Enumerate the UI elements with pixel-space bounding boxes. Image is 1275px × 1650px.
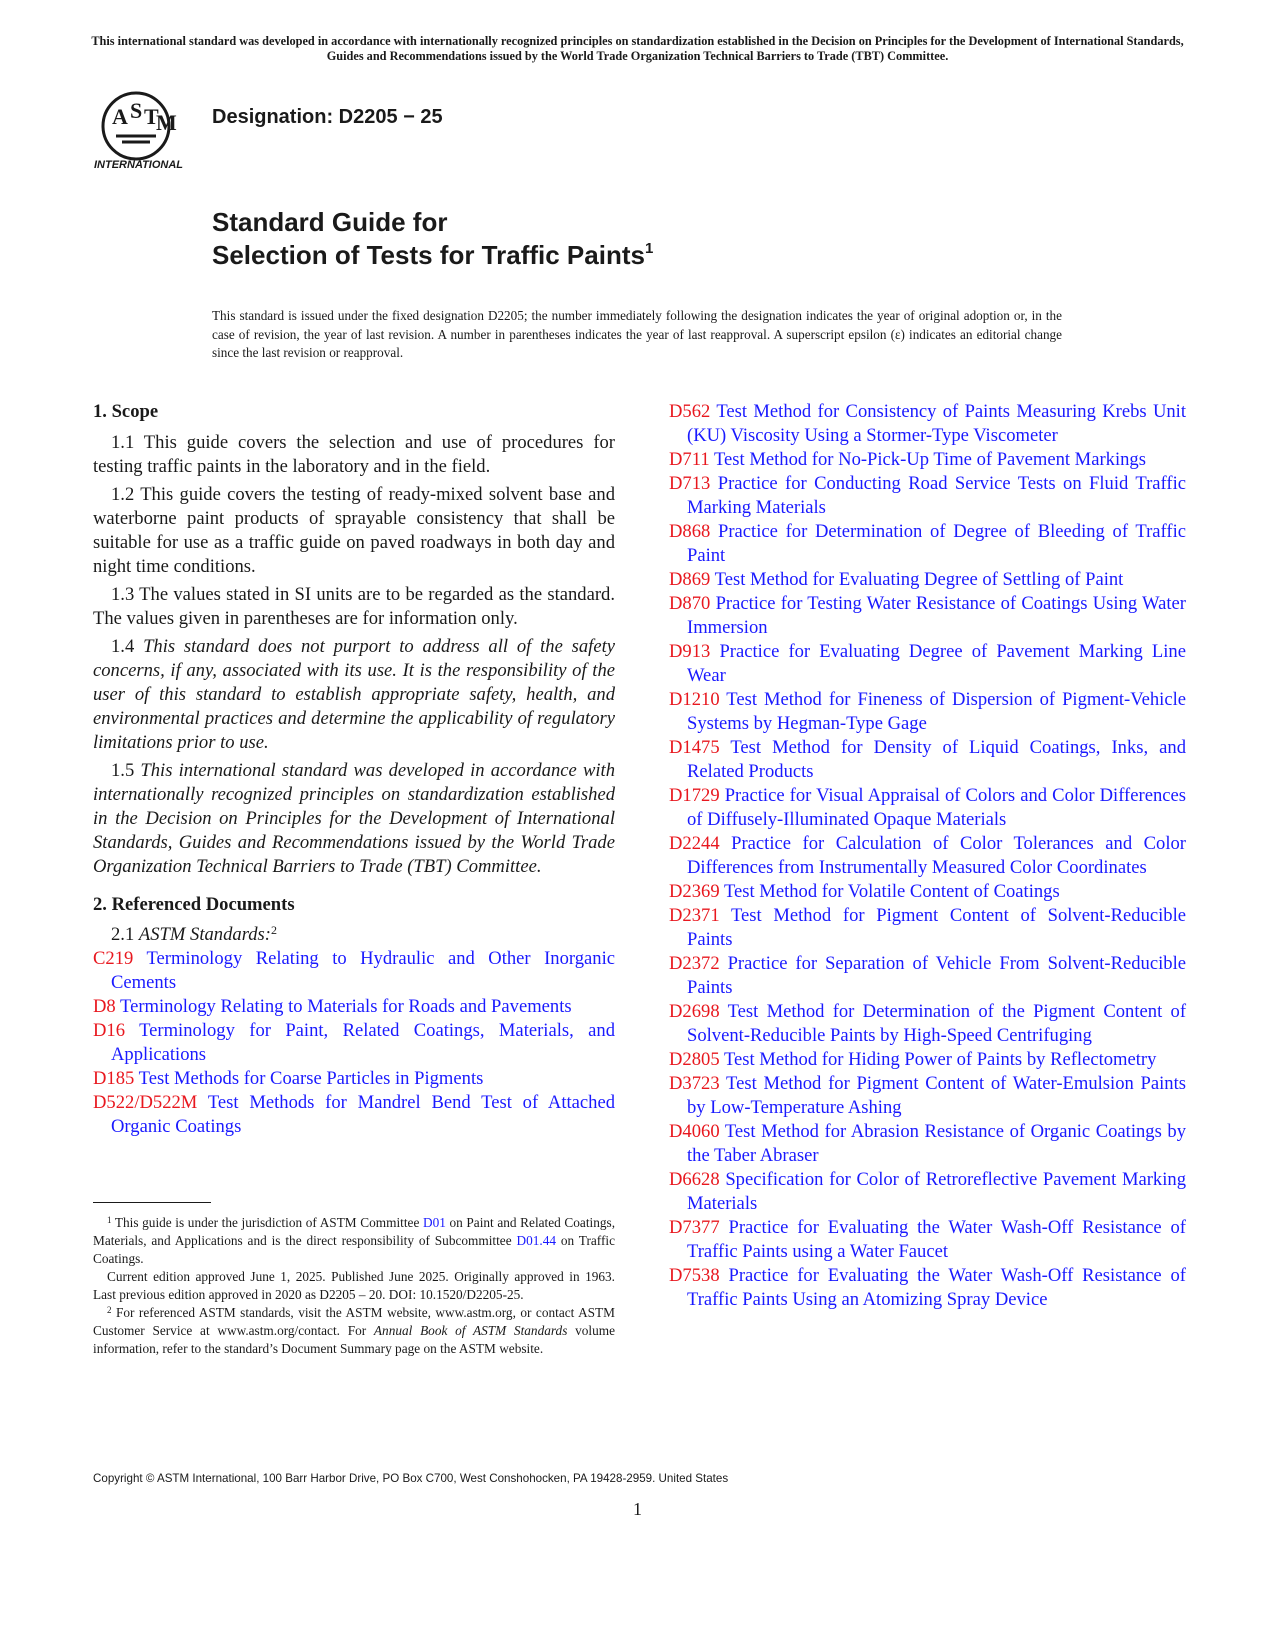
reference-item-d913[interactable] <box>669 640 1186 688</box>
reference-item-d1210[interactable] <box>669 688 1186 736</box>
reference-title[interactable]: Practice for Determination of Degree of Bleeding of Traffic Paint <box>687 521 1186 566</box>
title-footnote-mark: 1 <box>644 240 654 257</box>
reference-title[interactable]: Test Method for Volatile Content of Coatings <box>723 881 1060 902</box>
reference-title[interactable]: Test Method for Pigment Content of Water-Emulsion Paints by Low-Temperature Ashing <box>687 1073 1186 1118</box>
scope-heading: 1. Scope <box>93 401 159 422</box>
reference-code[interactable]: D7538 <box>669 1265 720 1286</box>
reference-title[interactable]: Test Method for Density of Liquid Coatings, Inks, and Related Products <box>687 737 1186 782</box>
reference-code[interactable]: D1729 <box>669 785 720 806</box>
left-reference-list <box>93 947 615 1139</box>
reference-item-d870[interactable] <box>669 592 1186 640</box>
reference-code[interactable]: D2369 <box>669 881 720 902</box>
reference-title[interactable]: Test Method for Evaluating Degree of Settling of Paint <box>714 569 1124 590</box>
reference-code[interactable]: D913 <box>669 641 711 662</box>
reference-title[interactable]: Test Method for No-Pick-Up Time of Pavement Markings <box>713 449 1146 470</box>
reference-item-d868[interactable] <box>669 520 1186 568</box>
footnote-divider <box>93 1202 211 1203</box>
reference-code[interactable]: D713 <box>669 473 711 494</box>
reference-code[interactable]: D6628 <box>669 1169 720 1190</box>
reference-item-d2244[interactable] <box>669 832 1186 880</box>
reference-code[interactable]: D3723 <box>669 1073 720 1094</box>
page-number: 1 <box>633 1499 642 1519</box>
footnote-1-text-b: on Paint and Related Coatings, Materials, and Applications and is the direct responsibility of Subcommittee <box>93 1215 616 1248</box>
footnote-2 <box>93 1304 615 1358</box>
para-number: 1.4 <box>111 636 135 657</box>
reference-code[interactable]: D2371 <box>669 905 720 926</box>
reference-title[interactable]: Terminology Relating to Materials for Roads and Pavements <box>120 996 572 1017</box>
reference-code[interactable]: D1475 <box>669 737 720 758</box>
reference-title[interactable]: Specification for Color of Retroreflective Pavement Marking Materials <box>687 1169 1186 1214</box>
reference-item-c219[interactable] <box>93 947 615 995</box>
scope-para-1-5 <box>93 759 615 879</box>
reference-title[interactable]: Practice for Evaluating the Water Wash-Off Resistance of Traffic Paints using a Water Faucet <box>687 1217 1186 1262</box>
reference-item-d1475[interactable] <box>669 736 1186 784</box>
copyright: Copyright © ASTM International, 100 Barr Harbor Drive, PO Box C700, West Conshohocken, PA 19428-2959. United States <box>93 1472 729 1485</box>
reference-title[interactable]: Practice for Evaluating Degree of Pavement Marking Line Wear <box>687 641 1186 686</box>
reference-code[interactable]: D2698 <box>669 1001 720 1022</box>
reference-item-d1729[interactable] <box>669 784 1186 832</box>
designation: Designation: D2205 − 25 <box>212 106 443 128</box>
reference-title[interactable]: Test Methods for Mandrel Bend Test of Attached Organic Coatings <box>111 1092 616 1137</box>
reference-item-d2371[interactable] <box>669 904 1186 952</box>
reference-code[interactable]: D2244 <box>669 833 720 854</box>
footnote-1-mark: 1 <box>107 1215 112 1225</box>
reference-code[interactable]: D185 <box>93 1068 135 1089</box>
reference-code[interactable]: D562 <box>669 401 711 422</box>
scope-para-1-4 <box>93 635 615 755</box>
reference-title[interactable]: Practice for Separation of Vehicle From Solvent-Reducible Paints <box>687 953 1186 998</box>
reference-code[interactable]: D2805 <box>669 1049 720 1070</box>
footnote-1-text-c: on Traffic Coatings. <box>93 1233 616 1266</box>
subheading-label: ASTM Standards: <box>138 924 271 945</box>
issued-note: This standard is issued under the fixed designation D2205; the number immediately following the designation indicates the year of original adoption or, in the case of revision, the year of last revision. A number in parentheses indicates the year of last reapproval. A superscript epsilon (ε) indicates an editorial change since the last revision or reapproval. <box>212 308 1062 360</box>
reference-title[interactable]: Terminology for Paint, Related Coatings, Materials, and Applications <box>111 1020 616 1065</box>
reference-title[interactable]: Practice for Conducting Road Service Tests on Fluid Traffic Marking Materials <box>687 473 1186 518</box>
referenced-documents-heading: 2. Referenced Documents <box>93 894 295 915</box>
reference-item-d7538[interactable] <box>669 1264 1186 1312</box>
reference-code[interactable]: C219 <box>93 948 134 969</box>
reference-item-d6628[interactable] <box>669 1168 1186 1216</box>
footnote-1-text-a: This guide is under the jurisdiction of ASTM Committee <box>114 1215 420 1230</box>
astm-logo <box>92 88 192 174</box>
reference-code[interactable]: D870 <box>669 593 711 614</box>
subheading-footnote-mark: 2 <box>270 923 277 937</box>
safety-statement: This standard does not purport to address all of the safety concerns, if any, associated with its use. It is the responsibility of the user of this standard to establish appropriate safety, health, and environmental practices and determine the applicability of regulatory limitations prior to use. <box>93 636 615 753</box>
reference-item-d522-d522m[interactable] <box>93 1091 615 1139</box>
reference-item-d2805[interactable] <box>669 1048 1186 1072</box>
reference-item-d7377[interactable] <box>669 1216 1186 1264</box>
reference-title[interactable]: Terminology Relating to Hydraulic and Other Inorganic Cements <box>111 948 616 993</box>
reference-item-d8[interactable] <box>93 995 615 1019</box>
subheading-number: 2.1 <box>111 924 135 945</box>
svg-text:S: S <box>130 98 143 123</box>
subcommittee-link[interactable]: D01.44 <box>516 1233 557 1248</box>
svg-text:A: A <box>112 104 128 129</box>
reference-title[interactable]: Test Method for Hiding Power of Paints by Reflectometry <box>723 1049 1157 1070</box>
reference-item-d2369[interactable] <box>669 880 1186 904</box>
reference-title[interactable]: Test Method for Determination of the Pigment Content of Solvent-Reducible Paints by High-Speed Centrifuging <box>687 1001 1187 1046</box>
footnotes <box>93 1214 615 1358</box>
document-title <box>212 206 653 272</box>
reference-item-d2698[interactable] <box>669 1000 1186 1048</box>
reference-title[interactable]: Test Method for Pigment Content of Solvent-Reducible Paints <box>687 905 1186 950</box>
annual-book-title: Annual Book of ASTM Standards <box>373 1323 568 1338</box>
reference-title[interactable]: Test Method for Consistency of Paints Measuring Krebs Unit (KU) Viscosity Using a Stormer-Type Viscometer <box>687 401 1186 446</box>
reference-title[interactable]: Practice for Calculation of Color Tolerances and Color Differences from Instrumentally Measured Color Coordinates <box>687 833 1186 878</box>
reference-code[interactable]: D16 <box>93 1020 126 1041</box>
astm-logo-mark <box>92 88 192 174</box>
wto-statement: This international standard was developed in accordance with internationally recognized principles on standardization established in the Decision on Principles for the Development of International Standards, Guides and Recommendations issued by the World Trade Organization Technical Barriers to Trade (TBT) Committee. <box>93 760 615 877</box>
footnote-2-mark: 2 <box>107 1305 112 1315</box>
reference-code[interactable]: D7377 <box>669 1217 720 1238</box>
reference-title[interactable]: Test Method for Fineness of Dispersion of Pigment-Vehicle Systems by Hegman-Type Gage <box>687 689 1186 734</box>
reference-title[interactable]: Practice for Testing Water Resistance of Coatings Using Water Immersion <box>687 593 1186 638</box>
reference-item-d16[interactable] <box>93 1019 615 1067</box>
footnote-2-text-b: volume information, refer to the standard’s Document Summary page on the ASTM website. <box>93 1323 615 1356</box>
footnote-1-edition: Current edition approved June 1, 2025. Published June 2025. Originally approved in 1963. Last previous edition approved in 2020 as D2205 – 20. DOI: 10.1520/D2205-25. <box>93 1269 615 1302</box>
svg-text:T: T <box>144 104 159 129</box>
reference-code[interactable]: D1210 <box>669 689 720 710</box>
reference-title[interactable]: Practice for Visual Appraisal of Colors and Color Differences of Diffusely-Illuminated Opaque Materials <box>687 785 1186 830</box>
reference-item-d4060[interactable] <box>669 1120 1186 1168</box>
reference-item-d3723[interactable] <box>669 1072 1186 1120</box>
right-column <box>669 400 1186 1312</box>
logo-sub-label: INTERNATIONAL <box>94 159 184 171</box>
reference-code[interactable]: D2372 <box>669 953 720 974</box>
scope-para-1-2: 1.2 This guide covers the testing of ready-mixed solvent base and waterborne paint products of sprayable consistency that shall be suitable for use as a traffic guide on paved roadways in both day and night time conditions. <box>93 484 615 577</box>
footnote-1 <box>93 1214 615 1268</box>
reference-code[interactable]: D522/D522M <box>93 1092 198 1113</box>
astm-standards-subheading <box>111 923 615 947</box>
scope-para-1-3: 1.3 The values stated in SI units are to be regarded as the standard. The values given in parentheses are for information only. <box>93 584 615 629</box>
para-number: 1.5 <box>111 760 135 781</box>
reference-code[interactable]: D711 <box>669 449 710 470</box>
committee-link[interactable]: D01 <box>422 1215 446 1230</box>
left-column <box>93 400 615 1139</box>
reference-title[interactable]: Test Method for Abrasion Resistance of Organic Coatings by the Taber Abraser <box>687 1121 1186 1166</box>
tbt-notice: This international standard was developed in accordance with internationally recognized principles on standardization established in the Decision on Principles for the Development of International Standards, Guides and Recommendations issued by the World Trade Organization Technical Barriers to Trade (TBT) Committee. <box>91 34 1184 63</box>
reference-item-d713[interactable] <box>669 472 1186 520</box>
reference-item-d185[interactable] <box>93 1067 615 1091</box>
title-line-1: Standard Guide for <box>212 207 448 237</box>
footnote-2-text-a: For referenced ASTM standards, visit the ASTM website, www.astm.org, or contact ASTM Customer Service at www.astm.org/contact. For <box>93 1305 616 1338</box>
reference-title[interactable]: Test Methods for Coarse Particles in Pigments <box>138 1068 484 1089</box>
reference-code[interactable]: D4060 <box>669 1121 720 1142</box>
reference-item-d869[interactable] <box>669 568 1186 592</box>
reference-title[interactable]: Practice for Evaluating the Water Wash-Off Resistance of Traffic Paints Using an Atomizing Spray Device <box>687 1265 1186 1310</box>
reference-item-d711[interactable] <box>669 448 1186 472</box>
reference-item-d2372[interactable] <box>669 952 1186 1000</box>
scope-para-1-1: 1.1 This guide covers the selection and use of procedures for testing traffic paints in the laboratory and in the field. <box>93 432 615 477</box>
reference-code[interactable]: D869 <box>669 569 711 590</box>
svg-text:M: M <box>156 110 177 135</box>
reference-item-d562[interactable] <box>669 400 1186 448</box>
right-reference-list <box>669 400 1186 1312</box>
reference-code[interactable]: D8 <box>93 996 116 1017</box>
reference-code[interactable]: D868 <box>669 521 711 542</box>
title-line-2: Selection of Tests for Traffic Paints <box>212 240 645 270</box>
